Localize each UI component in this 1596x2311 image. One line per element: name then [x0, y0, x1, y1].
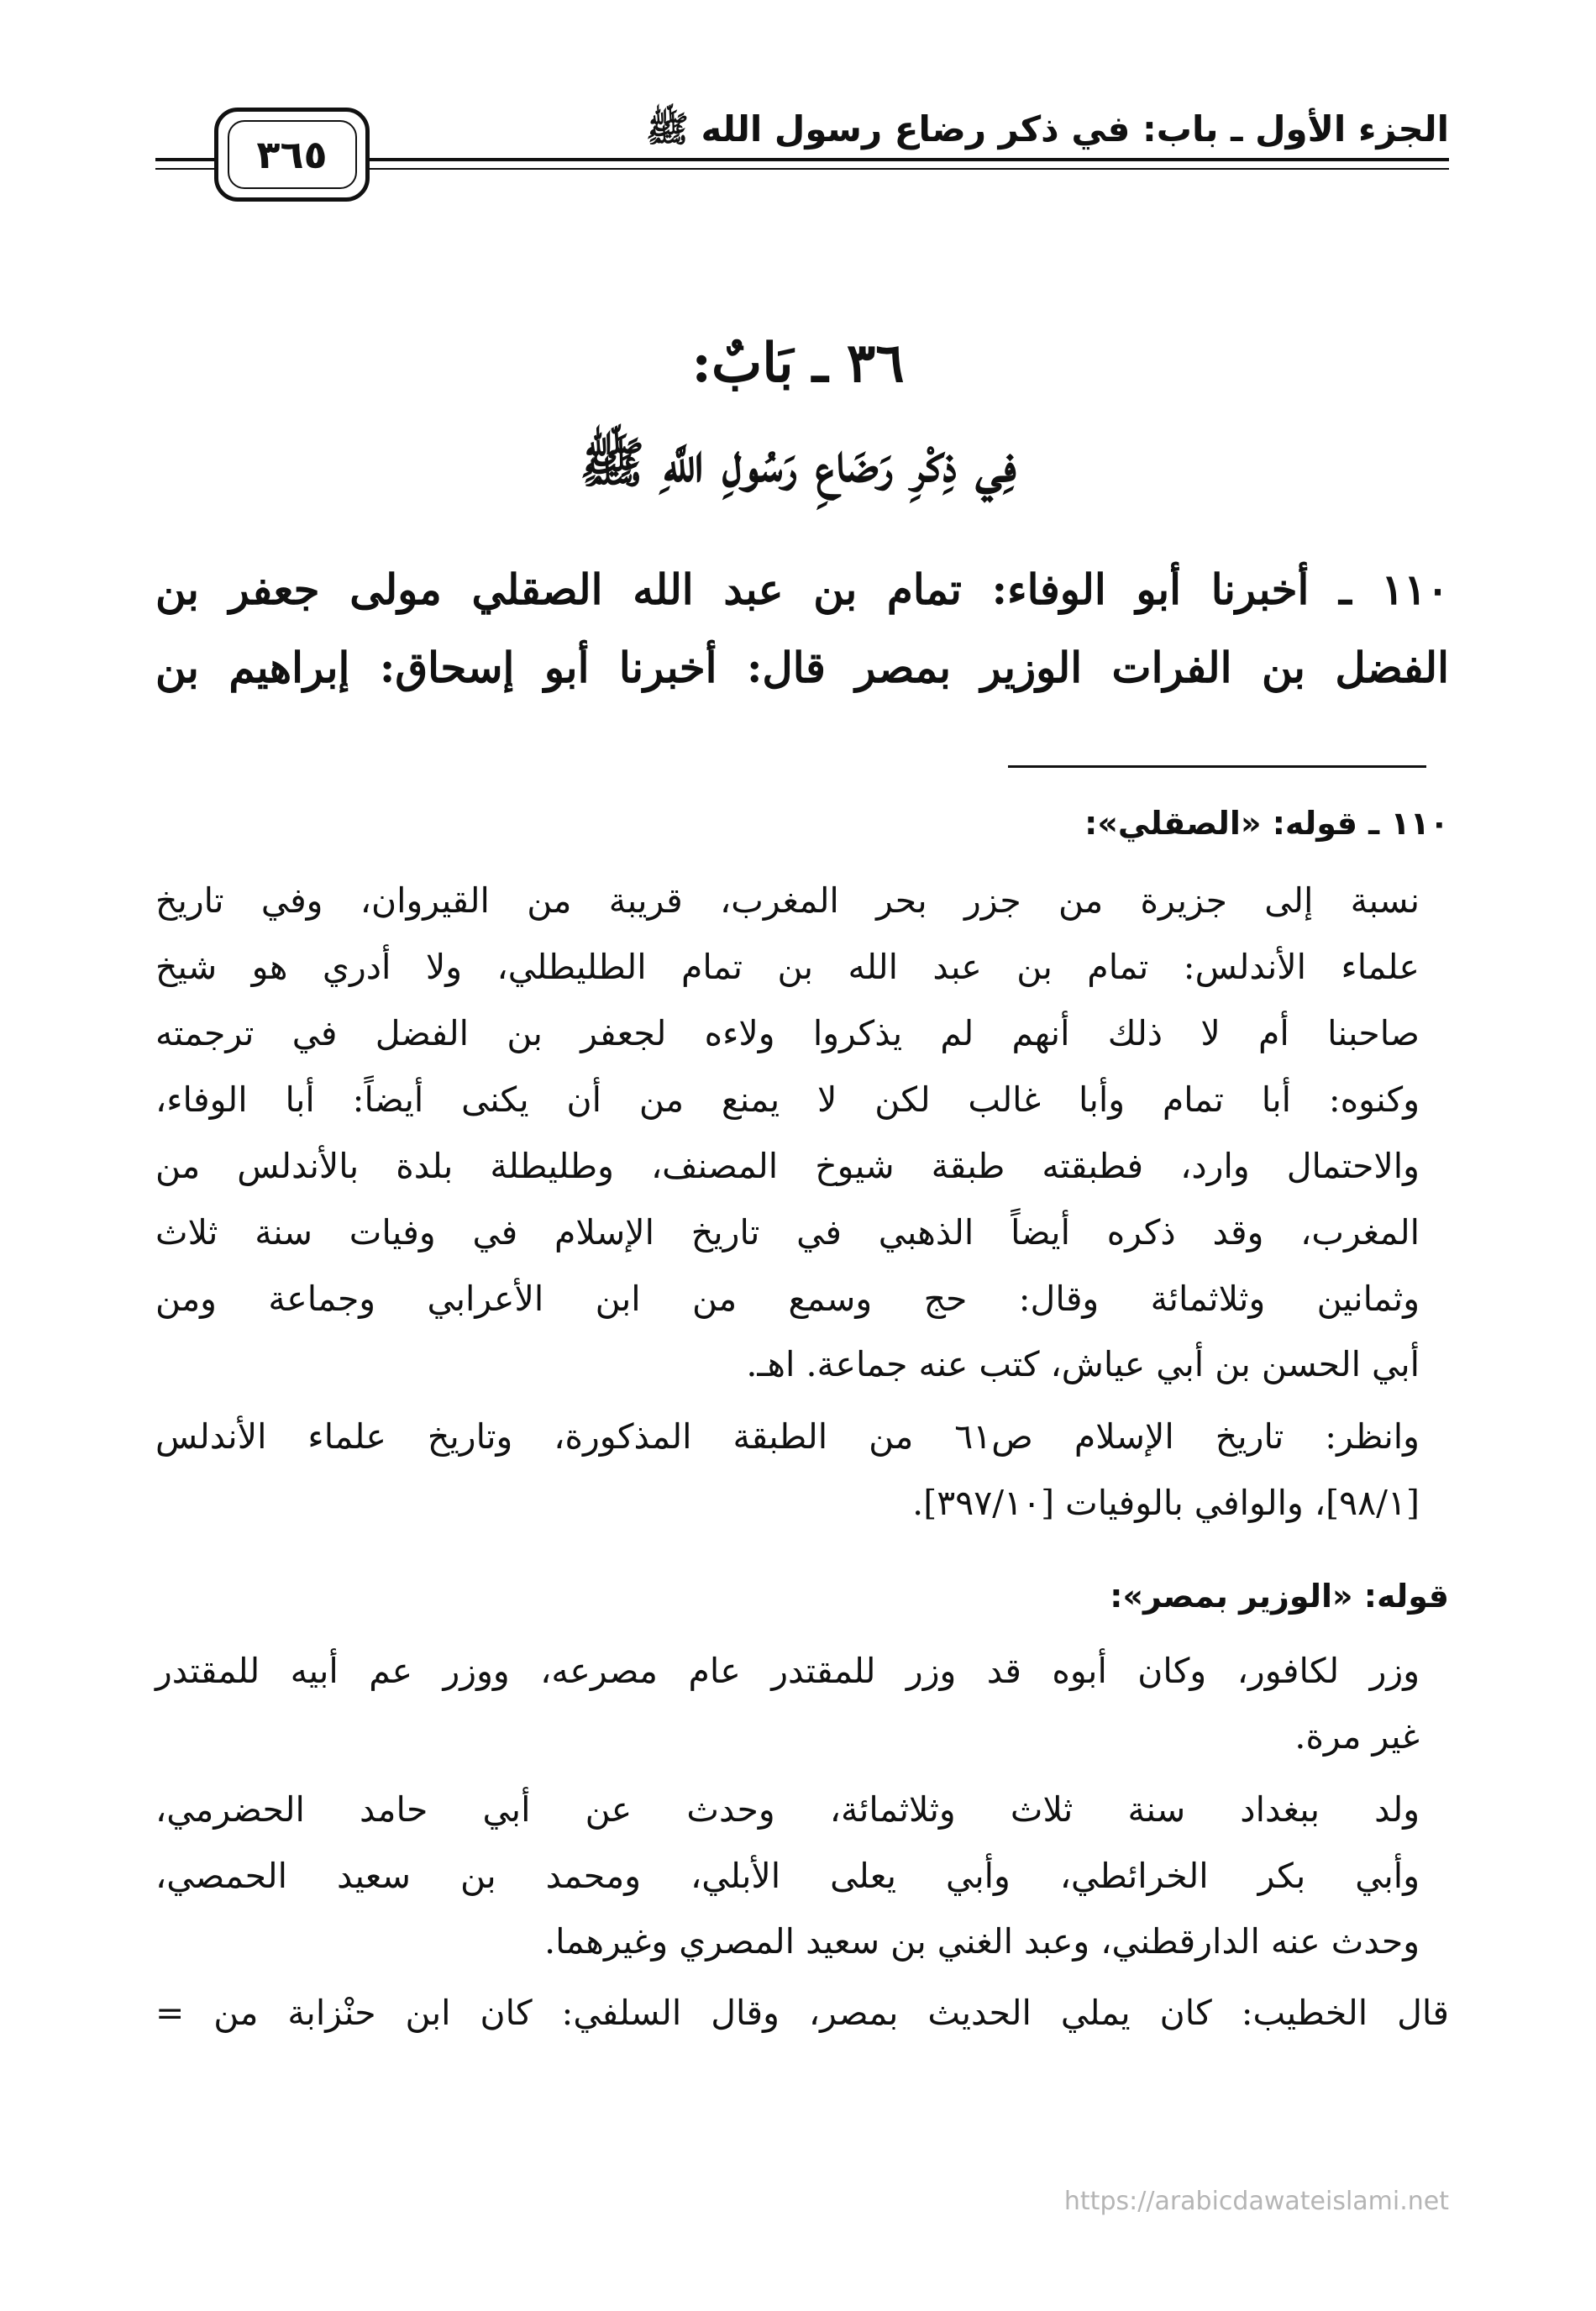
footnote-line: علماء الأندلس: تمام بن عبد الله بن تمام الطليطلي، ولا أدري هو شيخ [155, 947, 1420, 987]
footnote-line: وزر لكافور، وكان أبوه قد وزر للمقتدر عام مصرعه، ووزر عم أبيه للمقتدر [155, 1651, 1420, 1691]
footnote-line: وكنوه: أبا تمام وأبا غالب لكن لا يمنع من أن يكنى أيضاً: أبا الوفاء، [155, 1079, 1420, 1120]
footnote-line: وانظر: تاريخ الإسلام ص٦١ من الطبقة المذكورة، وتاريخ علماء الأندلس [155, 1416, 1420, 1457]
footnote-line: ولد ببغداد سنة ثلاث وثلاثمائة، وحدث عن أبي حامد الحضرمي، [155, 1789, 1420, 1830]
footnote-line: غير مرة. [1294, 1716, 1420, 1757]
footnote-line: قال الخطيب: كان يملي الحديث بمصر، وقال السلفي: كان ابن حنْزابة من = [155, 1993, 1449, 2033]
main-text-line: ١١٠ ـ أخبرنا أبو الوفاء: تمام بن عبد الله الصقلي مولى جعفر بن [155, 565, 1449, 614]
watermark-url: https://arabicdawateislami.net [1063, 2187, 1449, 2216]
main-text-line: الفضل بن الفرات الوزير بمصر قال: أخبرنا أبو إسحاق: إبراهيم بن [155, 643, 1449, 692]
footnote-line: أبي الحسن بن أبي عياش، كتب عنه جماعة. اهـ. [746, 1344, 1420, 1384]
footnote-line: وأبي بكر الخرائطي، وأبي يعلى الأبلي، ومحمد بن سعيد الحمصي، [155, 1856, 1420, 1896]
footnote-heading: ١١٠ ـ قوله: «الصقلي»: [1084, 805, 1449, 842]
footnote-separator [1008, 765, 1426, 768]
page-number-frame [214, 108, 370, 202]
footnote-line: نسبة إلى جزيرة من جزر بحر المغرب، قريبة من القيروان، وفي تاريخ [155, 880, 1420, 921]
page-number: ٣٦٥ [228, 120, 357, 189]
footnote-line: المغرب، وقد ذكره أيضاً الذهبي في تاريخ الإسلام في وفيات سنة ثلاث [155, 1212, 1420, 1253]
footnote-line: صاحبنا أم لا ذلك أنهم لم يذكروا ولاءه لجعفر بن الفضل في ترجمته [155, 1013, 1420, 1053]
running-title: الجزء الأول ـ باب: في ذكر رضاع رسول الله ﷺ [646, 108, 1449, 150]
footnote-line: وحدث عنه الدارقطني، وعبد الغني بن سعيد المصري وغيرهما. [544, 1921, 1420, 1962]
footnote-heading: قوله: «الوزير بمصر»: [1110, 1578, 1449, 1615]
footnote-line: [٩٨/١]، والوافي بالوفيات [٣٩٧/١٠]. [912, 1483, 1420, 1523]
chapter-number: ٣٦ ـ بَابٌ: [691, 332, 905, 395]
footnote-line: وثمانين وثلاثمائة وقال: حج وسمع من ابن الأعرابي وجماعة ومن [155, 1279, 1420, 1319]
chapter-title: فِي ذِكْرِ رَضَاعِ رَسُولِ اللَّهِ ﷺ [580, 432, 1016, 495]
footnote-line: والاحتمال وارد، فطبقته طبقة شيوخ المصنف، وطليطلة بلدة بالأندلس من [155, 1146, 1420, 1186]
